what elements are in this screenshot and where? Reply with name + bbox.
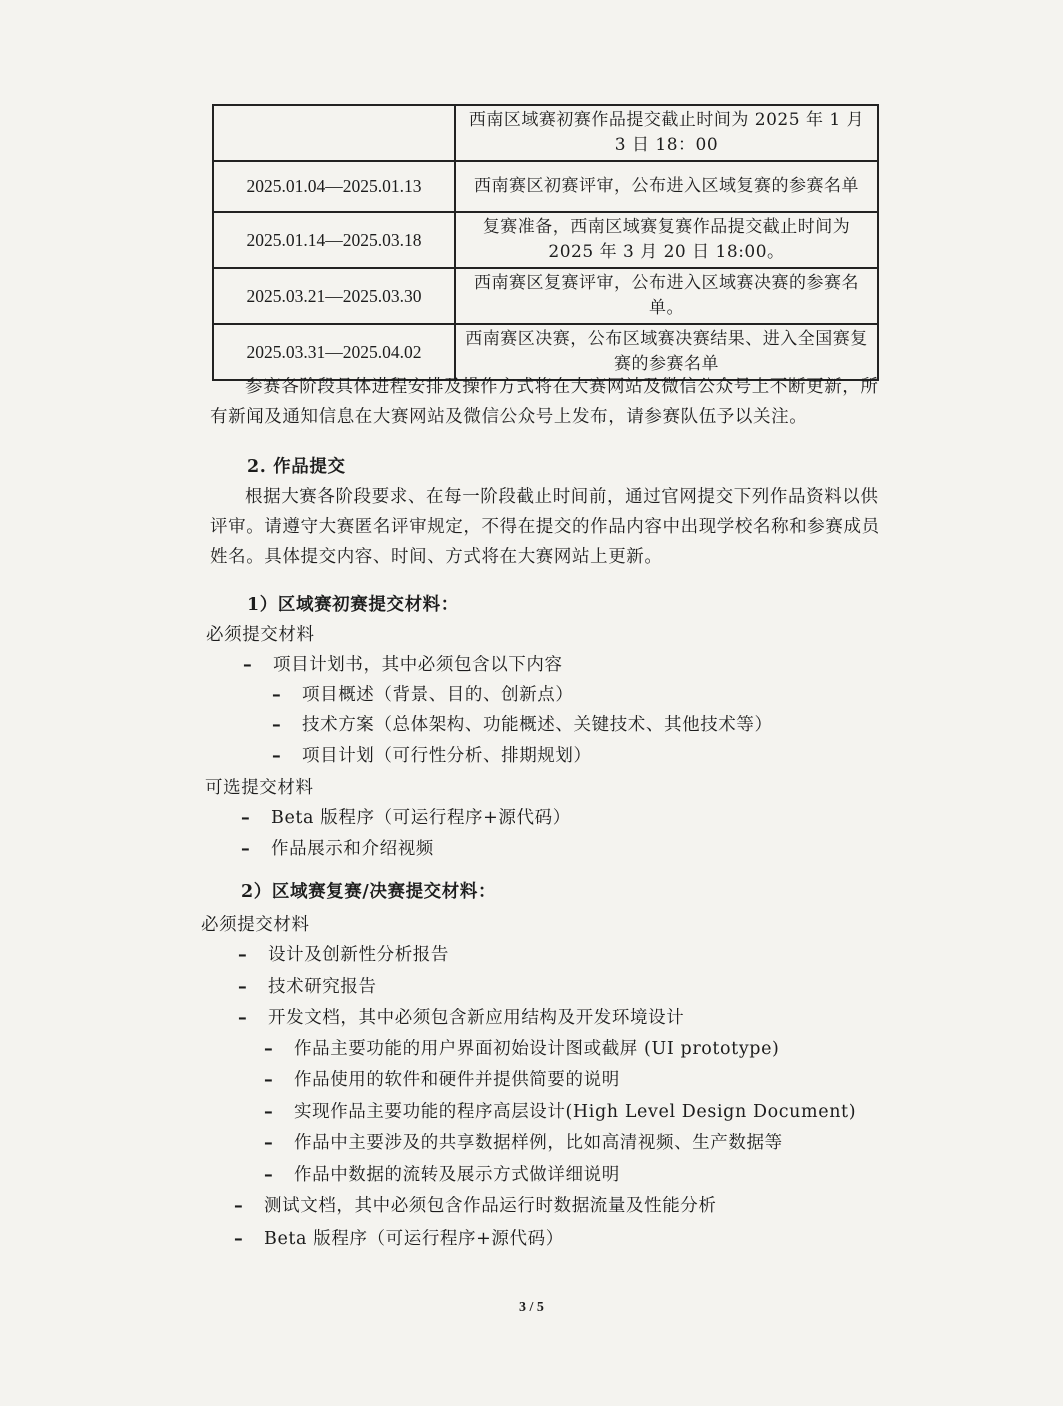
table-row <box>213 212 878 268</box>
desc-cell: 西南赛区复赛评审，公布进入区域赛决赛的参赛名单。 <box>455 268 878 324</box>
list-item: – 开发文档，其中必须包含新应用结构及开发环境设计 <box>238 1003 684 1033</box>
subsection-heading: 1）区域赛初赛提交材料： <box>247 595 459 615</box>
list-item: – 项目概述（背景、目的、创新点） <box>272 680 574 710</box>
date-cell: 2025.03.21—2025.03.30 <box>213 268 455 324</box>
dash-bullet: – <box>264 1165 274 1185</box>
dash-bullet: – <box>234 1196 244 1216</box>
list-item: – 项目计划书，其中必须包含以下内容 <box>243 650 563 680</box>
dash-bullet: – <box>241 839 251 859</box>
dash-bullet: – <box>238 977 248 997</box>
desc-cell: 复赛准备，西南区域赛复赛作品提交截止时间为 2025 年 3 月 20 日 18:00。 <box>455 212 878 268</box>
dash-bullet: – <box>241 808 251 828</box>
dash-bullet: – <box>272 746 282 766</box>
dash-bullet: – <box>238 945 248 965</box>
dash-bullet: – <box>264 1070 274 1090</box>
schedule-table <box>212 104 879 381</box>
dash-bullet: – <box>243 655 253 675</box>
date-cell: 2025.01.14—2025.03.18 <box>213 212 455 268</box>
desc-cell: 西南区域赛初赛作品提交截止时间为 2025 年 1 月 3 日 18：00 <box>455 105 878 161</box>
dash-bullet: – <box>234 1229 244 1249</box>
list-item: – 作品使用的软件和硬件并提供简要的说明 <box>264 1065 620 1095</box>
list-item: – 设计及创新性分析报告 <box>238 940 449 970</box>
date-cell: 2025.01.04—2025.01.13 <box>213 161 455 212</box>
notice-paragraph: 参赛各阶段具体进程安排及操作方式将在大赛网站及微信公众号上不断更新，所有新闻及通知信息在大赛网站及微信公众号上发布，请参赛队伍予以关注。 <box>210 377 879 427</box>
date-cell <box>213 105 455 161</box>
optional-label: 可选提交材料 <box>205 778 314 798</box>
list-item: – 测试文档，其中必须包含作品运行时数据流量及性能分析 <box>234 1191 717 1221</box>
dash-bullet: – <box>264 1133 274 1153</box>
list-item: – Beta 版程序（可运行程序+源代码） <box>241 803 571 833</box>
dash-bullet: – <box>264 1039 274 1059</box>
table-row <box>213 268 878 324</box>
section-paragraph: 根据大赛各阶段要求、在每一阶段截止时间前，通过官网提交下列作品资料以供评审。请遵守大赛匿名评审规定，不得在提交的作品内容中出现学校名称和参赛成员姓名。具体提交内容、时间、方式将在大赛网站上更新。 <box>210 487 880 567</box>
list-item: – 技术方案（总体架构、功能概述、关键技术、其他技术等） <box>272 710 773 740</box>
list-item: – 技术研究报告 <box>238 972 377 1002</box>
list-item: – 作品主要功能的用户界面初始设计图或截屏 (UI prototype) <box>264 1034 780 1064</box>
list-item: – 作品展示和介绍视频 <box>241 834 434 864</box>
list-item: – 作品中数据的流转及展示方式做详细说明 <box>264 1160 620 1190</box>
page-number: 3 / 5 <box>519 1300 544 1315</box>
list-item: – 项目计划（可行性分析、排期规划） <box>272 741 592 771</box>
list-item: – Beta 版程序（可运行程序+源代码） <box>234 1224 564 1254</box>
date-cell: 2025.03.31—2025.04.02 <box>213 324 455 380</box>
list-item: – 实现作品主要功能的程序高层设计(High Level Design Document) <box>264 1097 856 1127</box>
desc-cell: 西南赛区决赛，公布区域赛决赛结果、进入全国赛复赛的参赛名单 <box>455 324 878 380</box>
required-label: 必须提交材料 <box>201 915 310 935</box>
required-label: 必须提交材料 <box>206 625 315 645</box>
subsection-heading: 2）区域赛复赛/决赛提交材料： <box>241 882 497 902</box>
dash-bullet: – <box>272 685 282 705</box>
list-item: – 作品中主要涉及的共享数据样例，比如高清视频、生产数据等 <box>264 1128 783 1158</box>
dash-bullet: – <box>272 715 282 735</box>
dash-bullet: – <box>264 1102 274 1122</box>
section-heading: 2. 作品提交 <box>247 457 346 477</box>
dash-bullet: – <box>238 1008 248 1028</box>
table-row <box>213 161 878 212</box>
desc-cell: 西南赛区初赛评审，公布进入区域复赛的参赛名单 <box>455 161 878 212</box>
table-row <box>213 105 878 161</box>
